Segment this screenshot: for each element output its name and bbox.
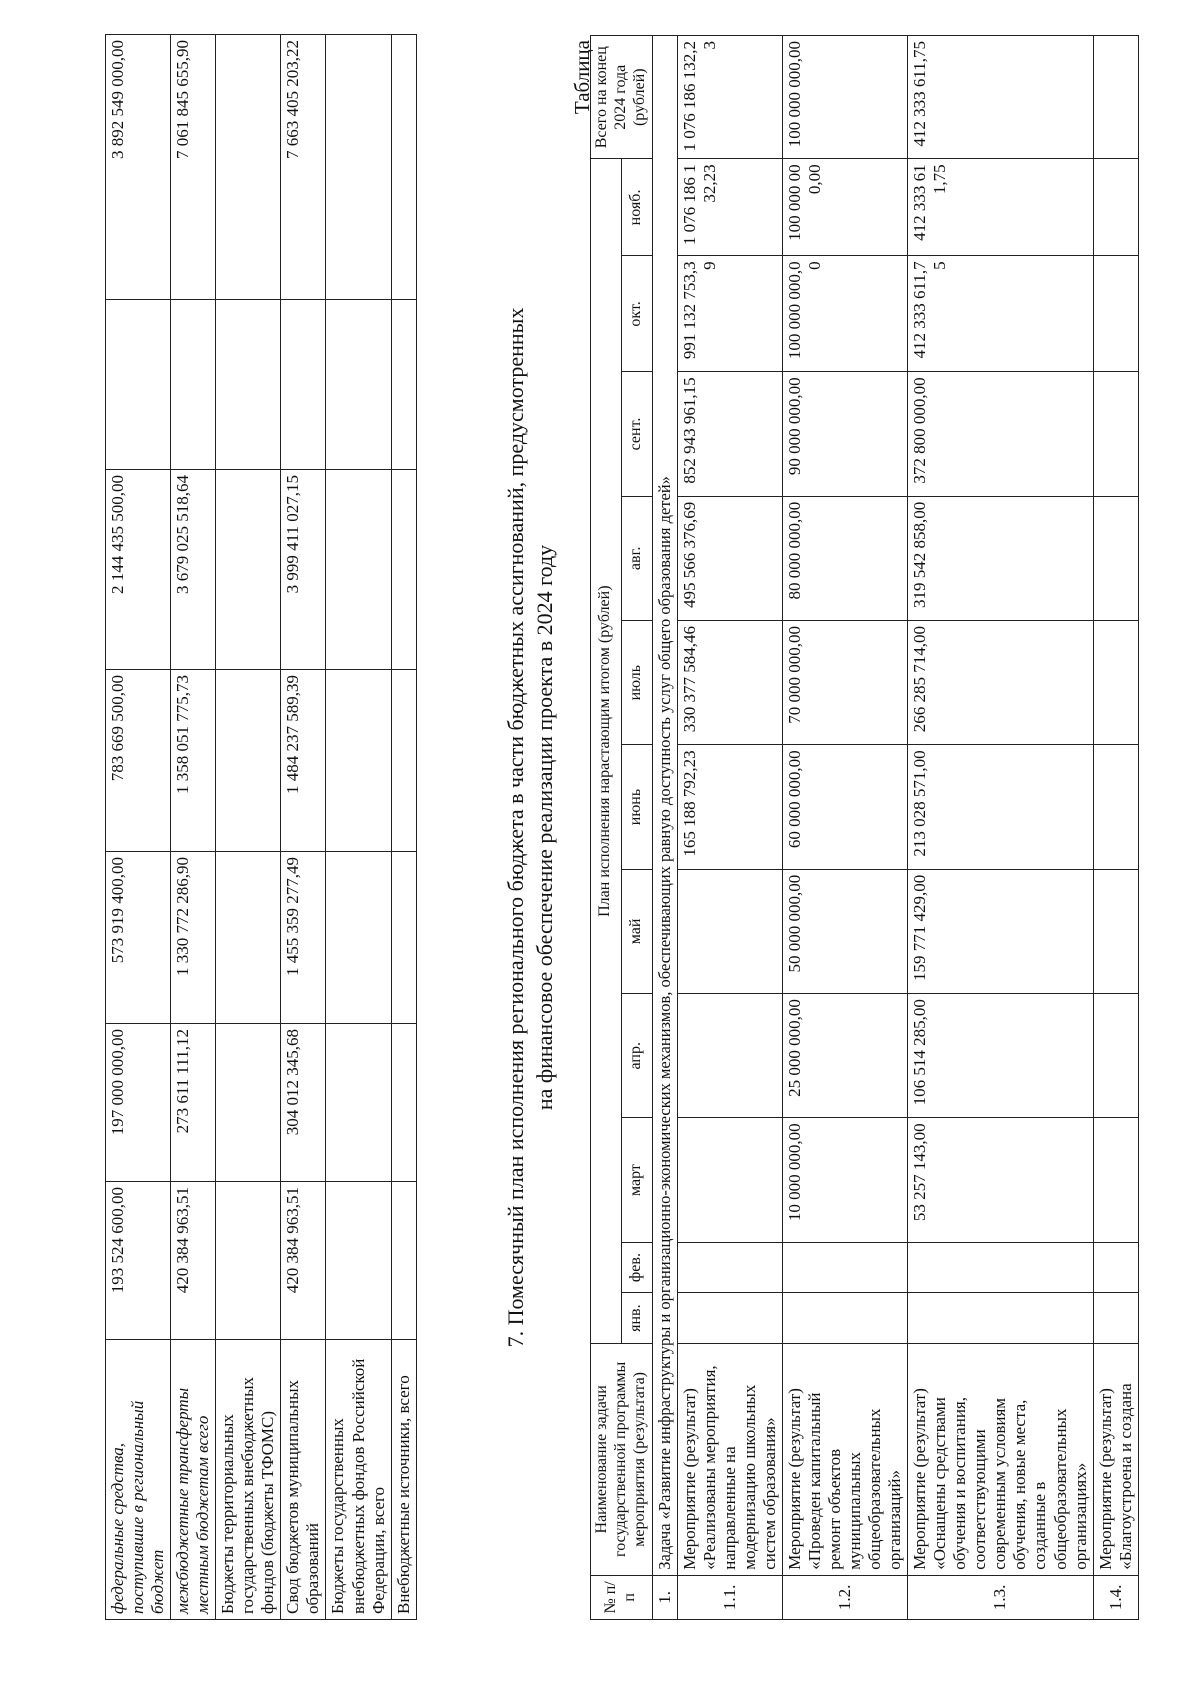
summary-value-cell: 420 384 963,51 <box>171 1182 216 1340</box>
plan-month-value <box>677 1242 782 1293</box>
section-title <box>502 35 559 1620</box>
summary-value-cell: 3 679 025 518,64 <box>171 470 216 670</box>
plan-month-value <box>1093 869 1138 993</box>
summary-value-cell: 273 611 111,12 <box>171 1024 216 1182</box>
summary-value-cell <box>391 300 416 470</box>
plan-month-value <box>1093 372 1138 496</box>
summary-row-label: Бюджеты территориальных государственных внебюджетных фондов (бюджеты ТФОМС) <box>216 1340 281 1620</box>
plan-month-value: 330 377 584,46 <box>677 621 782 745</box>
plan-month-value <box>1093 1293 1138 1344</box>
plan-row <box>908 36 1093 1620</box>
plan-month-value: 412 333 611,75 <box>908 159 1093 256</box>
summary-value-cell: 420 384 963,51 <box>281 1182 326 1340</box>
table-caption: Таблица <box>570 40 594 115</box>
summary-value-cell <box>326 852 391 1024</box>
header-plan: План исполнения нарастающим итогом (рублей) <box>591 159 622 1343</box>
summary-row <box>391 35 416 1620</box>
summary-value-cell <box>216 35 281 300</box>
summary-value-cell: 1 330 772 286,90 <box>171 852 216 1024</box>
plan-month-value: 10 000 000,00 <box>782 1118 907 1242</box>
summary-value-cell: 7 663 405 203,22 <box>281 35 326 300</box>
header-month: авг. <box>621 496 652 620</box>
plan-row-total: 412 333 611,75 <box>908 36 1093 159</box>
plan-month-value: 165 188 792,23 <box>677 745 782 869</box>
summary-value-cell <box>391 470 416 670</box>
plan-row-total <box>1093 36 1138 159</box>
plan-row <box>1093 36 1138 1620</box>
plan-month-value <box>677 1293 782 1344</box>
plan-month-value: 70 000 000,00 <box>782 621 907 745</box>
plan-month-value: 25 000 000,00 <box>782 994 907 1118</box>
plan-month-value: 100 000 000,00 <box>782 256 907 372</box>
summary-value-cell: 783 669 500,00 <box>106 670 171 852</box>
plan-month-value: 412 333 611,75 <box>908 256 1093 372</box>
plan-row-name: Мероприятие (результат) «Реализованы мероприятия, направленные на модернизацию школьных систем образования» <box>677 1343 782 1575</box>
plan-month-value <box>782 1242 907 1293</box>
summary-value-cell <box>391 1182 416 1340</box>
header-month: нояб. <box>621 159 652 256</box>
summary-value-cell: 3 999 411 027,15 <box>281 470 326 670</box>
plan-month-value <box>908 1242 1093 1293</box>
plan-month-value <box>1093 1242 1138 1293</box>
summary-row-label: Внебюджетные источники, всего <box>391 1340 416 1620</box>
plan-month-value: 80 000 000,00 <box>782 496 907 620</box>
summary-value-cell: 197 000 000,00 <box>106 1024 171 1182</box>
monthly-plan-table <box>590 35 1139 1620</box>
plan-month-value: 213 028 571,00 <box>908 745 1093 869</box>
summary-row-label: Бюджеты государственных внебюджетных фондов Российской Федерации, всего <box>326 1340 391 1620</box>
plan-row-name: Мероприятие (результат) «Проведен капитальный ремонт объектов муниципальных общеобразовательных организаций» <box>782 1343 907 1575</box>
section-title-line-1: 7. Помесячный план исполнения регионального бюджета в части бюджетных ассигнований, предусмотренных <box>503 307 528 1348</box>
plan-month-value: 1 076 186 132,23 <box>677 159 782 256</box>
summary-value-cell <box>326 35 391 300</box>
budget-summary-table <box>105 34 417 1620</box>
task-num: 1. <box>652 1575 677 1619</box>
plan-month-value <box>1093 256 1138 372</box>
summary-value-cell <box>326 1024 391 1182</box>
summary-value-cell <box>216 852 281 1024</box>
summary-value-cell <box>326 470 391 670</box>
header-month: май <box>621 869 652 993</box>
summary-value-cell <box>326 300 391 470</box>
plan-month-value <box>1093 745 1138 869</box>
summary-value-cell <box>171 300 216 470</box>
plan-month-value: 90 000 000,00 <box>782 372 907 496</box>
summary-row <box>171 35 216 1620</box>
summary-row-label: межбюджетные трансферты местным бюджетам всего <box>171 1340 216 1620</box>
summary-value-cell <box>326 1182 391 1340</box>
plan-month-value <box>782 1293 907 1344</box>
header-month: июнь <box>621 745 652 869</box>
summary-value-cell <box>326 670 391 852</box>
header-month: март <box>621 1118 652 1242</box>
summary-row-label: Свод бюджетов муниципальных образований <box>281 1340 326 1620</box>
plan-month-value <box>1093 994 1138 1118</box>
summary-value-cell: 2 144 435 500,00 <box>106 470 171 670</box>
plan-month-value: 159 771 429,00 <box>908 869 1093 993</box>
plan-month-value: 106 514 285,00 <box>908 994 1093 1118</box>
rotated-page <box>10 40 1190 1680</box>
task-text: Задача «Развитие инфраструктуры и организационно-экономических механизмов, обеспечивающих равную доступность услуг общего образования детей» <box>652 36 677 1576</box>
plan-row-name: Мероприятие (результат) «Оснащены средствами обучения и воспитания, соответствующими современным условиям обучения, новые места, созданные в общеобразовательных организациях» <box>908 1343 1093 1575</box>
summary-value-cell <box>216 1024 281 1182</box>
plan-month-value: 50 000 000,00 <box>782 869 907 993</box>
summary-value-cell <box>391 35 416 300</box>
plan-month-value: 372 800 000,00 <box>908 372 1093 496</box>
header-month: фев. <box>621 1242 652 1293</box>
plan-row-num: 1.3. <box>908 1575 1093 1619</box>
summary-row <box>281 35 326 1620</box>
plan-month-value: 495 566 376,69 <box>677 496 782 620</box>
plan-month-value <box>1093 621 1138 745</box>
plan-month-value: 852 943 961,15 <box>677 372 782 496</box>
summary-row <box>326 35 391 1620</box>
header-month: янв. <box>621 1293 652 1344</box>
summary-value-cell <box>216 670 281 852</box>
plan-month-value <box>908 1293 1093 1344</box>
plan-row <box>782 36 907 1620</box>
plan-month-value: 991 132 753,39 <box>677 256 782 372</box>
summary-value-cell <box>106 300 171 470</box>
summary-value-cell: 193 524 600,00 <box>106 1182 171 1340</box>
plan-month-value <box>677 1118 782 1242</box>
summary-value-cell: 1 455 359 277,49 <box>281 852 326 1024</box>
header-total: Всего на конец 2024 года (рублей) <box>591 36 653 159</box>
summary-value-cell <box>216 1182 281 1340</box>
plan-month-value <box>677 994 782 1118</box>
summary-value-cell <box>391 670 416 852</box>
plan-month-value: 100 000 000,00 <box>782 159 907 256</box>
summary-row <box>106 35 171 1620</box>
header-num: № п/п <box>591 1575 653 1619</box>
summary-value-cell: 1 358 051 775,73 <box>171 670 216 852</box>
plan-month-value <box>677 869 782 993</box>
header-month: окт. <box>621 256 652 372</box>
plan-month-value: 53 257 143,00 <box>908 1118 1093 1242</box>
header-month: июль <box>621 621 652 745</box>
summary-value-cell <box>216 300 281 470</box>
summary-value-cell <box>216 470 281 670</box>
header-month: апр. <box>621 994 652 1118</box>
plan-row-num: 1.1. <box>677 1575 782 1619</box>
plan-row-name: Мероприятие (результат) «Благоустроена и создана <box>1093 1343 1138 1575</box>
plan-month-value <box>1093 1118 1138 1242</box>
plan-month-value <box>1093 159 1138 256</box>
plan-row-num: 1.2. <box>782 1575 907 1619</box>
summary-value-cell: 1 484 237 589,39 <box>281 670 326 852</box>
summary-value-cell: 3 892 549 000,00 <box>106 35 171 300</box>
plan-row <box>677 36 782 1620</box>
plan-month-value <box>1093 496 1138 620</box>
task-row <box>652 36 677 1620</box>
plan-row-num: 1.4. <box>1093 1575 1138 1619</box>
section-title-line-2: на финансовое обеспечение реализации проекта в 2024 году <box>531 544 557 1111</box>
plan-row-total: 1 076 186 132,23 <box>677 36 782 159</box>
header-name: Наименование задачи государственной программы мероприятия (результата) <box>591 1343 653 1575</box>
plan-month-value: 266 285 714,00 <box>908 621 1093 745</box>
summary-value-cell: 573 919 400,00 <box>106 852 171 1024</box>
plan-row-total: 100 000 000,00 <box>782 36 907 159</box>
plan-month-value: 319 542 858,00 <box>908 496 1093 620</box>
summary-value-cell: 7 061 845 655,90 <box>171 35 216 300</box>
summary-value-cell <box>281 300 326 470</box>
summary-value-cell: 304 012 345,68 <box>281 1024 326 1182</box>
plan-month-value: 60 000 000,00 <box>782 745 907 869</box>
summary-row-label: федеральные средства, поступившие в региональный бюджет <box>106 1340 171 1620</box>
summary-value-cell <box>391 852 416 1024</box>
summary-value-cell <box>391 1024 416 1182</box>
header-month: сент. <box>621 372 652 496</box>
summary-row <box>216 35 281 1620</box>
